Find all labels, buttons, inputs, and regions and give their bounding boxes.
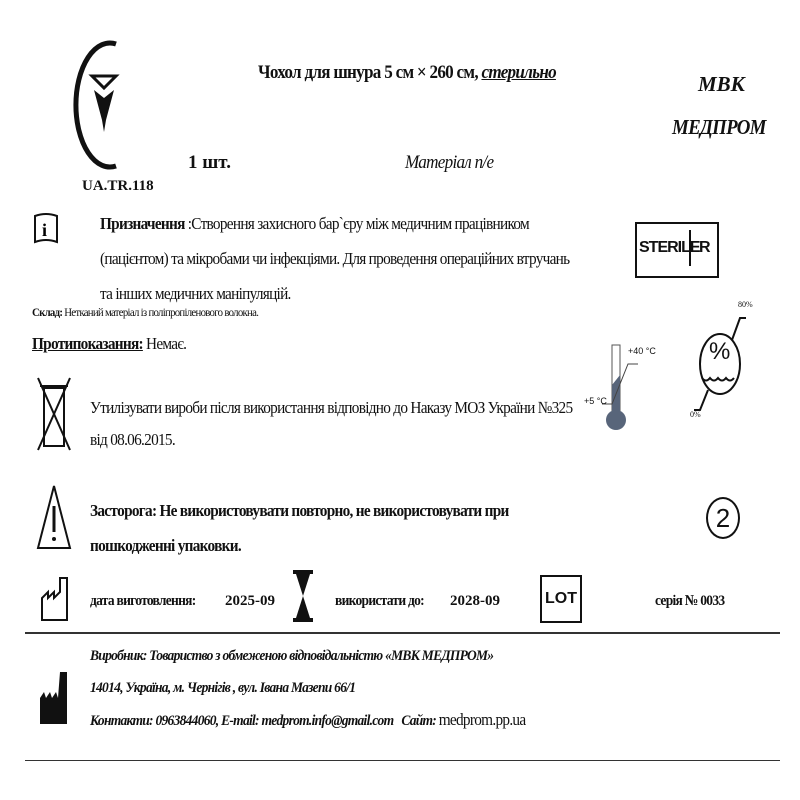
humidity-symbol: % bbox=[709, 338, 731, 365]
do-not-reuse-symbol: 2 bbox=[715, 503, 731, 533]
ua-conformity-mark-icon bbox=[76, 40, 132, 170]
temp-max: +40 °C bbox=[628, 346, 656, 356]
purpose-label: Призначення bbox=[100, 214, 185, 233]
purpose-line3: та інших медичних маніпуляцій. bbox=[100, 284, 291, 303]
composition-text: Нетканий матеріал із поліпропіленового волокна. bbox=[64, 305, 259, 319]
product-title: Чохол для шнура 5 см × 260 см, bbox=[258, 62, 478, 83]
purpose-line1: :Створення захисного бар`єру між медичним працівником bbox=[187, 214, 529, 233]
site-label: Сайт: bbox=[401, 713, 437, 729]
disposal-line2: від 08.06.2015. bbox=[90, 430, 175, 449]
brand-line2: МЕДПРОМ bbox=[672, 115, 766, 139]
purpose-line2: (пацієнтом) та мікробами чи інфекціями. Для проведення операційних втручань bbox=[100, 249, 570, 268]
sterile-r-badge bbox=[635, 222, 719, 278]
sterile-label: STERILE bbox=[639, 230, 691, 266]
temp-min: +5 °C bbox=[584, 396, 607, 406]
composition-label: Склад: bbox=[32, 305, 63, 319]
humidity-min: 0% bbox=[690, 410, 701, 419]
expiry-value: 2028-09 bbox=[450, 593, 500, 609]
contacts-label: Контакти: bbox=[90, 713, 153, 729]
manufacturer-factory-icon bbox=[40, 668, 68, 724]
caution-triangle-icon bbox=[36, 484, 72, 552]
site-link[interactable]: medprom.pp.ua bbox=[438, 710, 526, 729]
brand-line1: МВК bbox=[698, 72, 745, 96]
contraindications-text: Немає. bbox=[146, 334, 187, 353]
quantity: 1 шт. bbox=[188, 152, 231, 173]
weee-crossed-bin-icon bbox=[36, 374, 72, 454]
contraindications-label: Протипоказання: bbox=[32, 334, 143, 353]
warning-line2: пошкодженні упаковки. bbox=[90, 536, 241, 555]
certification-code: UA.TR.118 bbox=[82, 178, 154, 194]
manufacture-date-value: 2025-09 bbox=[225, 593, 275, 609]
manufacturer-address: 14014, Україна, м. Чернігів , вул. Івана Мазепи 66/1 bbox=[90, 680, 356, 696]
disposal-line1: Утилізувати вироби після використання відповідно до Наказу МОЗ України №325 bbox=[90, 398, 573, 417]
material: Матеріал п/е bbox=[405, 152, 494, 173]
manufacturer-name: Товариство з обмеженою відповідальністю «МВК МЕДПРОМ» bbox=[149, 648, 494, 664]
sterile-word: стерильно bbox=[481, 62, 556, 83]
warning-line1: Не використовувати повторно, не використовувати при bbox=[159, 501, 509, 520]
divider bbox=[25, 632, 780, 634]
instructions-info-icon bbox=[33, 212, 59, 244]
series-value: 0033 bbox=[700, 593, 725, 609]
do-not-reuse-icon bbox=[706, 497, 740, 539]
contacts-value: 0963844060, E-mail: medprom.info@gmail.com bbox=[155, 713, 394, 729]
manufacturer-label: Виробник: bbox=[90, 648, 147, 664]
hourglass-expiry-icon bbox=[293, 570, 313, 622]
sterile-method: R bbox=[699, 239, 711, 256]
warning-label: Застoрога: bbox=[90, 501, 157, 520]
expiry-label: використати до: bbox=[335, 593, 424, 609]
series-label: серія № bbox=[655, 593, 698, 609]
lot-label: LOT bbox=[545, 590, 577, 607]
svg-text:i: i bbox=[42, 220, 48, 240]
bottom-divider bbox=[25, 760, 780, 761]
manufacture-date-icon bbox=[40, 576, 70, 622]
humidity-max: 80% bbox=[738, 300, 753, 309]
lot-symbol bbox=[540, 575, 582, 623]
manufacture-date-label: дата виготовлення: bbox=[90, 593, 196, 609]
